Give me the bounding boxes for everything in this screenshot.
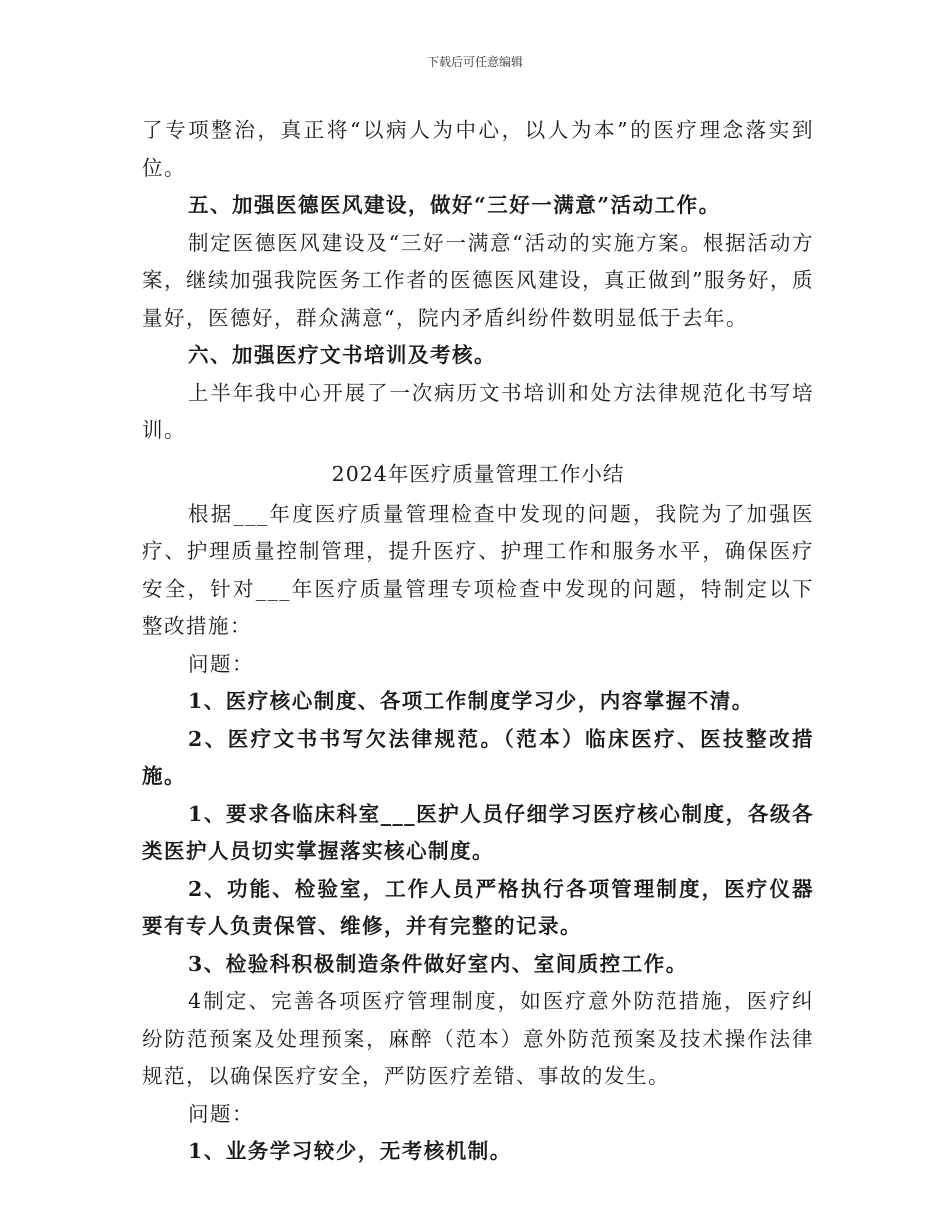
problem-item: 1、医疗核心制度、各项工作制度学习少，内容掌握不清。 xyxy=(188,689,754,713)
paragraph: 根据___年度医疗质量管理检查中发现的问题，我院为了加强医疗、护理质量控制管理，提升医疗、护理工作和服务水平，确保医疗安全，针对___年医疗质量管理专项检查中发现的问题，特制定以下整改措施： xyxy=(142,501,814,638)
problem-label: 问题： xyxy=(188,651,254,676)
paragraph: 了专项整治，真正将“以病人为中心，以人为本”的医疗理念落实到位。 xyxy=(142,118,814,180)
paragraph: 4制定、完善各项医疗管理制度，如医疗意外防范措施，医疗纠纷防范预案及处理预案，麻醉（范本）意外防范预案及技术操作法律规范，以确保医疗安全，严防医疗差错、事故的发生。 xyxy=(142,989,814,1088)
problem-item: 1、业务学习较少，无考核机制。 xyxy=(188,1139,512,1163)
document-body xyxy=(142,112,814,1171)
measure-item: 3、检验科积极制造条件做好室内、室间质控工作。 xyxy=(188,951,688,976)
problem-item: 2、医疗文书书写欠法律规范。（范本）临床医疗、医技整改措施。 xyxy=(142,726,814,788)
paragraph: 上半年我中心开展了一次病历文书培训和处方法律规范化书写培训。 xyxy=(142,380,814,442)
paragraph: 制定医德医风建设及“三好一满意“活动的实施方案。根据活动方案，继续加强我院医务工作者的医德医风建设，真正做到”服务好，质量好，医德好，群众满意“，院内矛盾纠纷件数明显低于去年。 xyxy=(142,230,814,330)
heading-five: 五、加强医德医风建设，做好“三好一满意”活动工作。 xyxy=(188,193,721,217)
section-title: 2024年医疗质量管理工作小结 xyxy=(331,461,625,486)
problem-label: 问题： xyxy=(188,1101,254,1126)
measure-item: 1、要求各临床科室___医护人员仔细学习医疗核心制度，各级各类医护人员切实掌握落实核心制度。 xyxy=(142,801,814,863)
measure-item: 2、功能、检验室，工作人员严格执行各项管理制度，医疗仪器要有专人负责保管、维修，并有完整的记录。 xyxy=(142,876,814,938)
page-header: 下载后可任意编辑 xyxy=(426,55,523,69)
heading-six: 六、加强医疗文书培训及考核。 xyxy=(188,343,496,367)
